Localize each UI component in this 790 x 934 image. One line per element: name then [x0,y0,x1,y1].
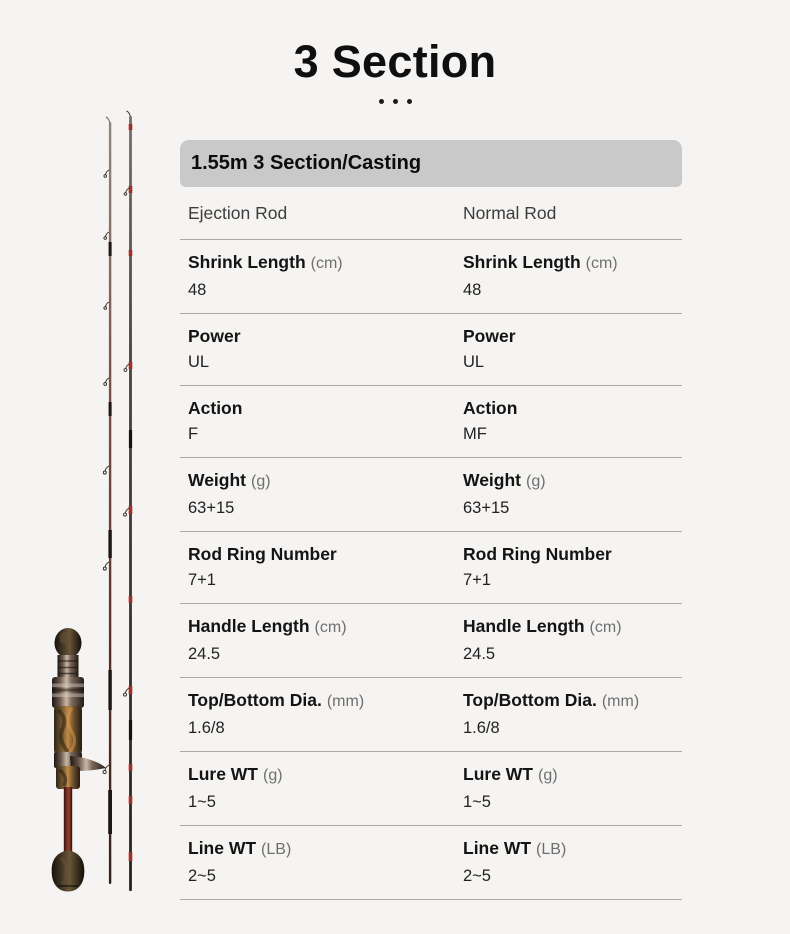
spec-value: 24.5 [188,645,221,663]
spec-label: Shrink Length [188,252,306,272]
spec-row [180,532,682,604]
spec-value: 48 [463,281,482,299]
spec-cell [188,252,463,300]
spec-cell [188,544,463,590]
spec-cell [463,252,682,300]
spec-table [180,140,682,900]
spec-value: UL [463,353,485,371]
spec-cell [188,616,463,664]
spec-value: 1~5 [463,793,491,811]
spec-value: 1~5 [188,793,216,811]
spec-label: Lure WT [188,764,258,784]
spec-value: 7+1 [463,571,491,589]
dot-icon [407,99,412,104]
spec-cell [463,398,682,444]
spec-table-title: 1.55m 3 Section/Casting [180,140,682,187]
spec-value: 1.6/8 [463,719,500,737]
page-title: 3 Section [293,36,497,87]
spec-unit: (g) [538,767,558,784]
spec-value: 1.6/8 [188,719,225,737]
spec-cell [463,616,682,664]
spec-rows [180,240,682,900]
spec-value: 63+15 [463,499,510,517]
dot-icon [393,99,398,104]
spec-label: Action [188,398,243,418]
spec-label: Shrink Length [463,252,581,272]
spec-cell [463,838,682,886]
spec-unit: (cm) [314,619,347,636]
spec-value: UL [188,353,210,371]
spec-row [180,826,682,900]
spec-row [180,386,682,458]
spec-unit: (cm) [585,255,618,272]
spec-value: MF [463,425,487,443]
spec-row [180,678,682,752]
spec-value: 2~5 [463,867,491,885]
spec-label: Weight [188,470,247,490]
spec-value: 24.5 [463,645,496,663]
spec-label: Handle Length [463,616,585,636]
spec-label: Rod Ring Number [188,544,337,564]
spec-cell [188,764,463,812]
spec-label: Lure WT [463,764,533,784]
spec-value: 48 [188,281,207,299]
fishing-rod-photo [18,110,148,902]
column-header-normal-rod: Normal Rod [463,202,557,223]
spec-label: Top/Bottom Dia. [188,690,322,710]
spec-cell [463,326,682,372]
spec-unit: (mm) [601,693,640,710]
spec-unit: (cm) [589,619,622,636]
spec-value: 7+1 [188,571,216,589]
spec-row [180,314,682,386]
spec-unit: (g) [526,473,546,490]
spec-unit: (LB) [536,841,567,858]
dot-icon [379,99,384,104]
spec-unit: (cm) [310,255,343,272]
spec-value: F [188,425,199,443]
spec-column-headers [180,187,682,240]
spec-cell [463,764,682,812]
spec-cell [188,838,463,886]
spec-cell [463,690,682,738]
spec-row [180,240,682,314]
spec-label: Weight [463,470,522,490]
ellipsis-dots [0,97,790,107]
spec-unit: (g) [251,473,271,490]
column-header-ejection-rod: Ejection Rod [188,202,288,223]
spec-label: Line WT [463,838,532,858]
spec-row [180,604,682,678]
spec-label: Handle Length [188,616,310,636]
spec-row [180,752,682,826]
spec-label: Line WT [188,838,257,858]
spec-value: 63+15 [188,499,235,517]
spec-unit: (mm) [326,693,365,710]
spec-label: Power [188,326,241,346]
spec-label: Action [463,398,518,418]
spec-label: Power [463,326,516,346]
spec-cell [188,470,463,518]
spec-cell [188,690,463,738]
spec-label: Rod Ring Number [463,544,612,564]
spec-unit: (g) [263,767,283,784]
spec-cell [463,470,682,518]
spec-cell [188,326,463,372]
spec-value: 2~5 [188,867,216,885]
spec-cell [188,398,463,444]
spec-cell [463,544,682,590]
spec-unit: (LB) [261,841,292,858]
spec-label: Top/Bottom Dia. [463,690,597,710]
spec-row [180,458,682,532]
